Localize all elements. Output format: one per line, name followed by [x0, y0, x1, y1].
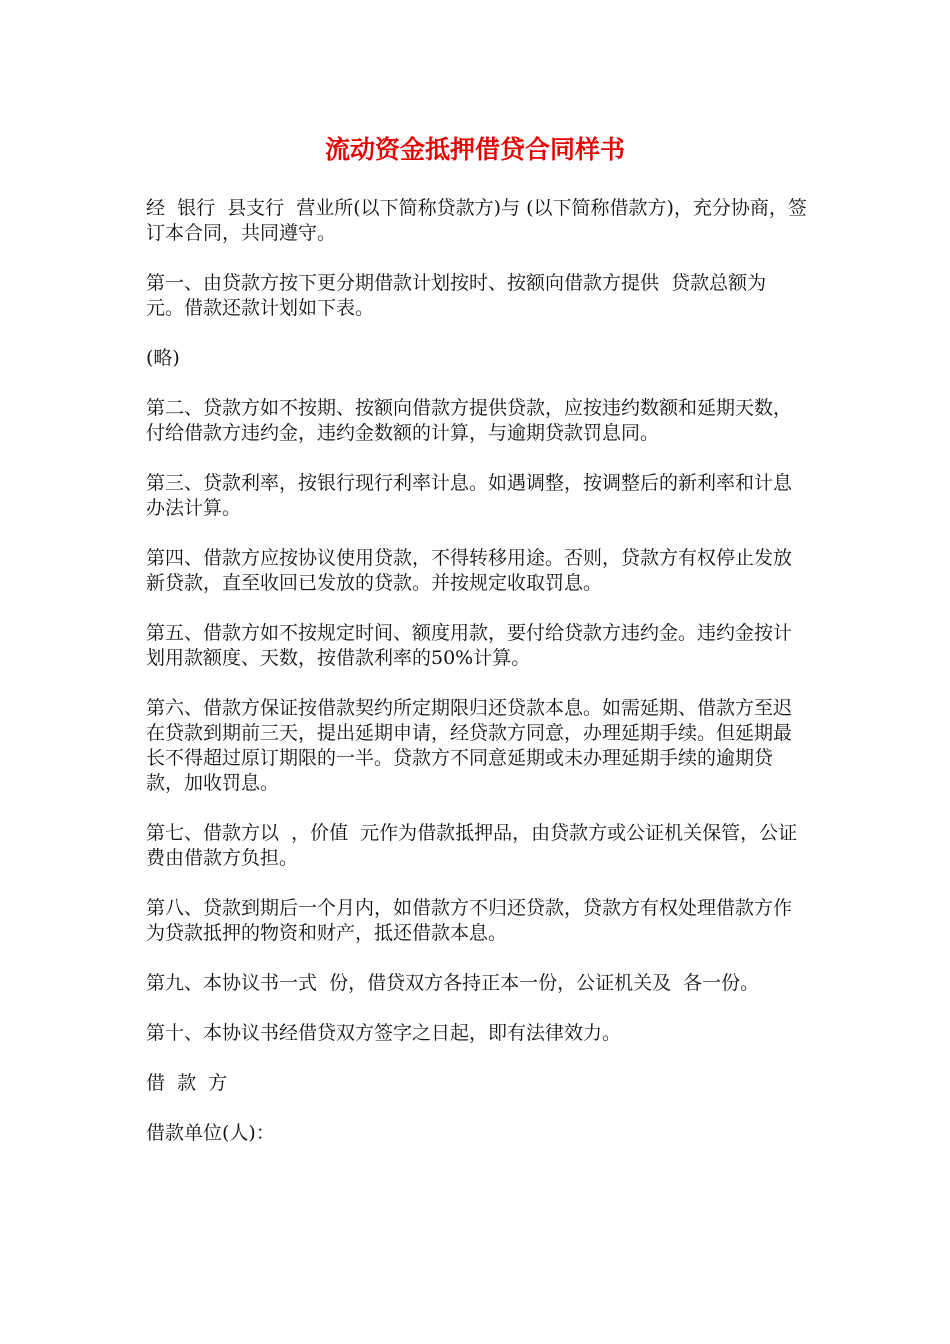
paragraph-article-3: 第三、贷款利率，按银行现行利率计息。如遇调整，按调整后的新利率和计息办法计算。: [146, 472, 793, 519]
paragraph-article-9: 第九、本协议书一式 份，借贷双方各持正本一份，公证机关及 各一份。: [146, 972, 760, 994]
paragraph-article-8: 第八、贷款到期后一个月内，如借款方不归还贷款，贷款方有权处理借款方作为贷款抵押的物资和财产，抵还借款本息。: [146, 897, 793, 944]
borrower-unit-label: 借款单位(人)：: [146, 1122, 275, 1144]
paragraph-article-5: 第五、借款方如不按规定时间、额度用款，要付给贷款方违约金。违约金按计划用款额度、天数，按借款利率的50%计算。: [146, 622, 793, 669]
paragraph-article-1: 第一、由贷款方按下更分期借款计划按时、按额向借款方提供 贷款总额为 元。借款还款计划如下表。: [146, 272, 779, 319]
paragraph-article-2: 第二、贷款方如不按期、按额向借款方提供贷款，应按违约数额和延期天数，付给借款方违约金，违约金数额的计算，与逾期贷款罚息同。: [146, 397, 793, 444]
paragraph-omitted: (略): [146, 347, 180, 369]
document-title: 流动资金抵押借贷合同样书: [324, 135, 625, 164]
paragraph-article-6: 第六、借款方保证按借款契约所定期限归还贷款本息。如需延期、借款方至迟在贷款到期前三天，提出延期申请，经贷款方同意，办理延期手续。但延期最长不得超过原订期限的一半。贷款方不同意延期或未办理延期手续的逾期贷款，加收罚息。: [146, 697, 793, 794]
borrower-heading: 借 款 方: [146, 1072, 228, 1094]
paragraph-article-4: 第四、借款方应按协议使用贷款，不得转移用途。否则，贷款方有权停止发放新贷款，直至收回已发放的贷款。并按规定收取罚息。: [146, 547, 793, 594]
paragraph-intro: 经 银行 县支行 营业所(以下简称贷款方)与 (以下简称借款方)，充分协商，签订本合同，共同遵守。: [146, 197, 807, 244]
document-body: [146, 196, 808, 1171]
paragraph-article-10: 第十、本协议书经借贷双方签字之日起，即有法律效力。: [146, 1022, 622, 1044]
paragraph-article-7: 第七、借款方以 ，价值 元作为借款抵押品，由贷款方或公证机关保管，公证费由借款方负担。: [146, 822, 798, 869]
